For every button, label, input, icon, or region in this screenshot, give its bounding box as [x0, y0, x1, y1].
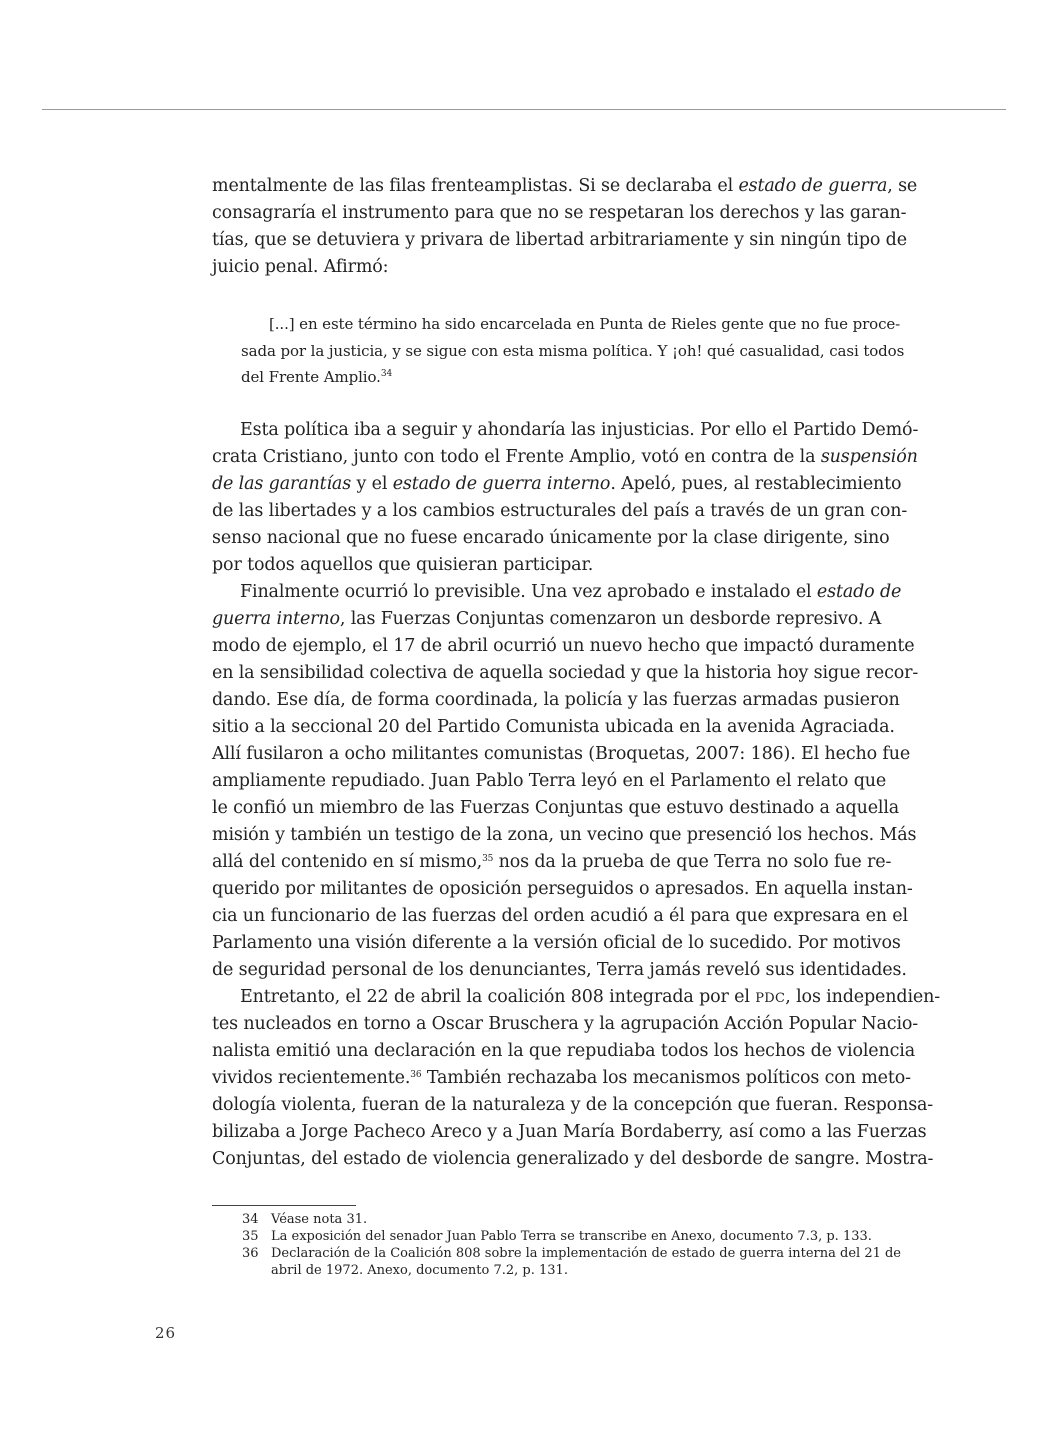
footnote-text: Declaración de la Coalición 808 sobre la implementación de estado de guerra interna del 21 de: [271, 1246, 902, 1261]
body-line: querido por militantes de oposición perseguidos o apresados. En aquella instan-: [212, 879, 913, 899]
footnote-rule: [212, 1205, 356, 1206]
body-line: le confió un miembro de las Fuerzas Conjuntas que estuvo destinado a aquella: [212, 798, 900, 818]
body-line: misión y también un testigo de la zona, un vecino que presenció los hechos. Más: [212, 825, 917, 845]
header-rule: [42, 109, 1006, 110]
body-line: en la sensibilidad colectiva de aquella sociedad y que la historia hoy sigue recor-: [212, 663, 919, 683]
footnote-text: La exposición del senador Juan Pablo Terra se transcribe en Anexo, documento 7.3, p. 133.: [271, 1229, 872, 1244]
footnote-text: abril de 1972. Anexo, documento 7.2, p. 131.: [271, 1263, 568, 1278]
page-number: 26: [155, 1324, 177, 1342]
acronym-pdc: PDC: [755, 991, 786, 1006]
body-line: de las garantías y el estado de guerra interno. Apeló, pues, al restablecimiento: [212, 474, 902, 494]
body-line: guerra interno, las Fuerzas Conjuntas comenzaron un desborde represivo. A: [212, 609, 882, 629]
body-line: dando. Ese día, de forma coordinada, la policía y las fuerzas armadas pusieron: [212, 690, 900, 710]
body-line: tes nucleados en torno a Oscar Bruschera y la agrupación Acción Popular Nacio-: [212, 1014, 919, 1034]
body-line: Esta política iba a seguir y ahondaría las injusticias. Por ello el Partido Demó-: [240, 420, 919, 440]
footnote-ref: 34: [380, 369, 393, 379]
body-line: vividos recientemente.$^{36}$ También rechazaba los mecanismos políticos con meto-: [212, 1068, 911, 1088]
footnote-number: 36: [242, 1246, 259, 1261]
body-line: senso nacional que no fuese encarado únicamente por la clase dirigente, sino: [212, 528, 890, 548]
body-line: bilizaba a Jorge Pacheco Areco y a Juan María Bordaberry, así como a las Fuerzas: [212, 1122, 927, 1142]
footnote-text: Véase nota 31.: [271, 1212, 368, 1227]
block-quote-line: del Frente Amplio.$^{34}$: [241, 368, 393, 386]
footnote-number: 35: [242, 1229, 259, 1244]
body-line: tías, que se detuviera y privara de libertad arbitrariamente y sin ningún tipo de: [212, 230, 907, 250]
body-line: mentalmente de las filas frenteamplistas. Si se declaraba el estado de guerra, se: [212, 176, 918, 196]
block-quote-line: sada por la justicia, y se sigue con esta misma política. Y ¡oh! qué casualidad, casi todos: [241, 342, 905, 360]
body-line: nalista emitió una declaración en la que repudiaba todos los hechos de violencia: [212, 1041, 915, 1061]
footnote-ref: 36: [410, 1070, 422, 1080]
body-line: de las libertades y a los cambios estructurales del país a través de un gran con-: [212, 501, 908, 521]
body-line: modo de ejemplo, el 17 de abril ocurrió un nuevo hecho que impactó duramente: [212, 636, 915, 656]
body-line: allá del contenido en sí mismo,$^{35}$ nos da la prueba de que Terra no solo fue re-: [212, 852, 892, 872]
footnote-number: 34: [242, 1212, 259, 1227]
body-line: Parlamento una visión diferente a la versión oficial de lo sucedido. Por motivos: [212, 933, 901, 953]
body-line: sitio a la seccional 20 del Partido Comunista ubicada en la avenida Agraciada.: [212, 717, 895, 737]
body-line: Allí fusilaron a ocho militantes comunistas (Broquetas, 2007: 186). El hecho fue: [212, 744, 911, 764]
body-line: ampliamente repudiado. Juan Pablo Terra leyó en el Parlamento el relato que: [212, 771, 887, 791]
block-quote-line: [...] en este término ha sido encarcelada en Punta de Rieles gente que no fue proce-: [269, 315, 901, 333]
body-line: Entretanto, el 22 de abril la coalición 808 integrada por el PDC, los independien-: [240, 987, 940, 1007]
body-line: consagraría el instrumento para que no se respetaran los derechos y las garan-: [212, 203, 907, 223]
body-line: juicio penal. Afirmó:: [212, 257, 389, 277]
body-line: Finalmente ocurrió lo previsible. Una vez aprobado e instalado el estado de: [240, 582, 902, 602]
body-line: de seguridad personal de los denunciantes, Terra jamás reveló sus identidades.: [212, 960, 907, 980]
body-line: cia un funcionario de las fuerzas del orden acudió a él para que expresara en el: [212, 906, 908, 926]
body-line: dología violenta, fueran de la naturaleza y de la concepción que fueran. Responsa-: [212, 1095, 934, 1115]
body-line: por todos aquellos que quisieran participar.: [212, 555, 594, 575]
footnote-ref: 35: [482, 854, 494, 864]
body-line: crata Cristiano, junto con todo el Frente Amplio, votó en contra de la suspensión: [212, 447, 918, 467]
body-line: Conjuntas, del estado de violencia generalizado y del desborde de sangre. Mostra-: [212, 1149, 934, 1169]
